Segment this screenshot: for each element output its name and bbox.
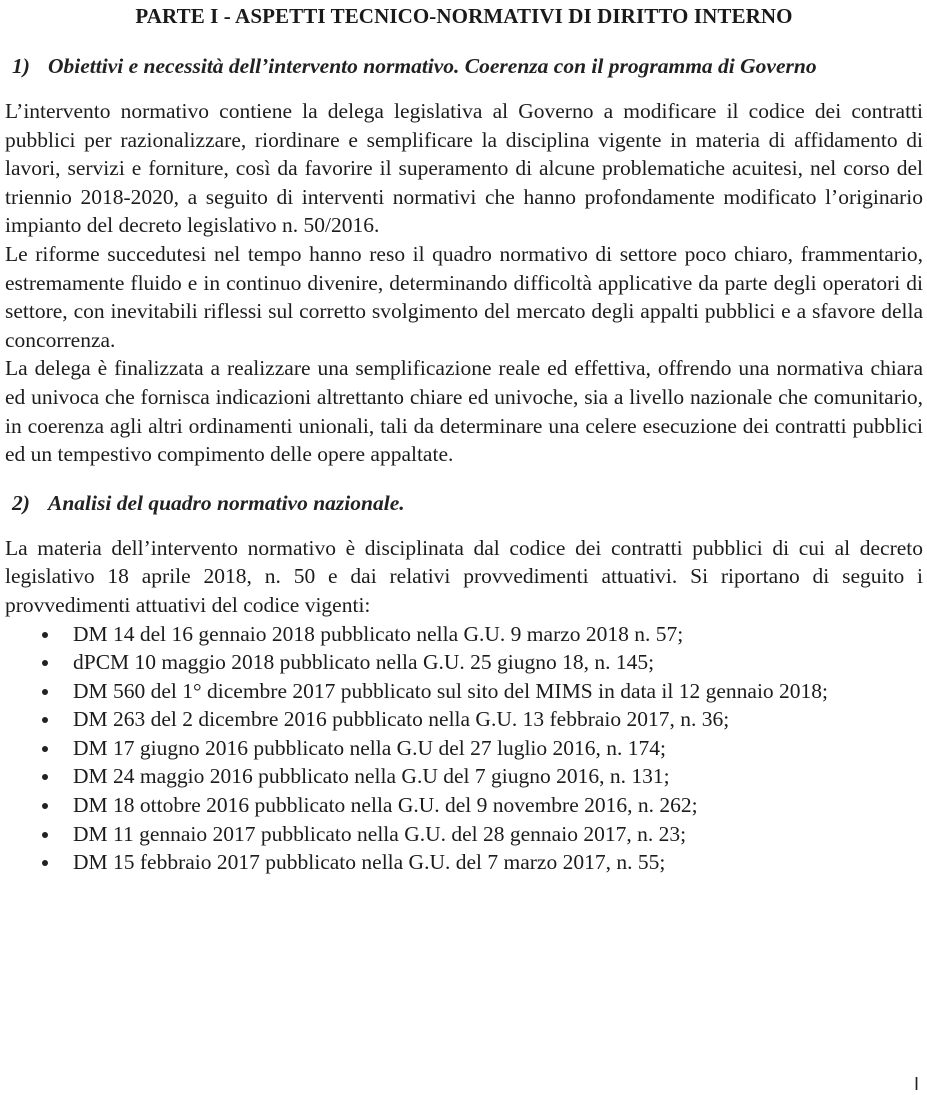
section-1-paragraph-3: La delega è finalizzata a realizzare una semplificazione reale ed effettiva, offrendo una normativa chiara ed univoca che fornisca indicazioni altrettanto chiare ed univoche, sia a livello nazionale che comunitario, in coerenza agli altri ordinamenti unionali, tali da determinare una celere esecuzione dei contratti pubblici ed un tempestivo compimento delle opere appaltate. [5,356,923,467]
bullet-icon [42,746,48,752]
section-2-heading-text: Analisi del quadro normativo nazionale. [48,490,405,515]
bullet-icon [42,660,48,666]
section-2-heading [5,489,923,517]
bullet-icon [42,774,48,780]
list-item [5,734,923,763]
list-item-text: DM 560 del 1° dicembre 2017 pubblicato sul sito del MIMS in data il 12 gennaio 2018; [73,678,829,703]
list-item-text: DM 18 ottobre 2016 pubblicato nella G.U. del 9 novembre 2016, n. 262; [73,793,698,818]
section-2-paragraph-1: La materia dell’intervento normativo è disciplinata dal codice dei contratti pubblici di cui al decreto legislativo 18 aprile 2018, n. 50 e dai relativi provvedimenti attuativi. Si riportano di seguito i provvedimenti attuativi del codice vigenti: [5,535,923,617]
list-item [5,791,923,820]
list-item [5,705,923,734]
list-item [5,762,923,791]
bullet-icon [42,689,48,695]
list-item-text: DM 24 maggio 2016 pubblicato nella G.U del 7 giugno 2016, n. 131; [73,764,670,789]
bullet-icon [42,803,48,809]
section-2-number: 2) [12,490,30,515]
section-1-paragraph-2: Le riforme succedutesi nel tempo hanno reso il quadro normativo di settore poco chiaro, frammentario, estremamente fluido e in continuo divenire, determinando difficoltà applicative da parte degli operatori di settore, con inevitabili riflessi sul corretto svolgimento del mercato degli appalti pubblici e a sfavore della concorrenza. [5,241,923,352]
implementing-measures-list [5,620,923,877]
section-1-number: 1) [12,54,30,78]
list-item-text: DM 263 del 2 dicembre 2016 pubblicato nella G.U. 13 febbraio 2017, n. 36; [73,707,730,732]
section-1-heading [5,52,923,80]
list-item-text: dPCM 10 maggio 2018 pubblicato nella G.U. 25 giugno 18, n. 145; [73,650,655,675]
list-item [5,677,923,706]
list-item-text: DM 14 del 16 gennaio 2018 pubblicato nella G.U. 9 marzo 2018 n. 57; [73,621,684,646]
section-1-paragraph-1: L’intervento normativo contiene la delega legislativa al Governo a modificare il codice dei contratti pubblici per razionalizzare, riordinare e semplificare la disciplina vigente in materia di affidamento di lavori, servizi e forniture, così da favorire il superamento di alcune problematiche acuitesi, nel corso del triennio 2018-2020, a seguito di interventi normativi che hanno profondamente modificato l’originario impianto del decreto legislativo n. 50/2016. [5,99,923,238]
list-item [5,820,923,849]
document-title: PARTE I - ASPETTI TECNICO-NORMATIVI DI DIRITTO INTERNO [135,4,793,28]
document-page [5,0,923,877]
bullet-icon [42,860,48,866]
list-item-text: DM 15 febbraio 2017 pubblicato nella G.U. del 7 marzo 2017, n. 55; [73,850,666,875]
list-item-text: DM 17 giugno 2016 pubblicato nella G.U del 27 luglio 2016, n. 174; [73,735,666,760]
list-item [5,848,923,877]
section-1-heading-text: Obiettivi e necessità dell’intervento normativo. Coerenza con il programma di Governo [48,54,817,78]
page-number: I [914,1074,920,1094]
bullet-icon [42,832,48,838]
list-item-text: DM 11 gennaio 2017 pubblicato nella G.U. del 28 gennaio 2017, n. 23; [73,821,687,846]
section-2-legal-framework [5,489,923,877]
bullet-icon [42,717,48,723]
list-item [5,648,923,677]
list-item [5,620,923,649]
bullet-icon [42,632,48,638]
section-1-objectives [5,52,923,469]
